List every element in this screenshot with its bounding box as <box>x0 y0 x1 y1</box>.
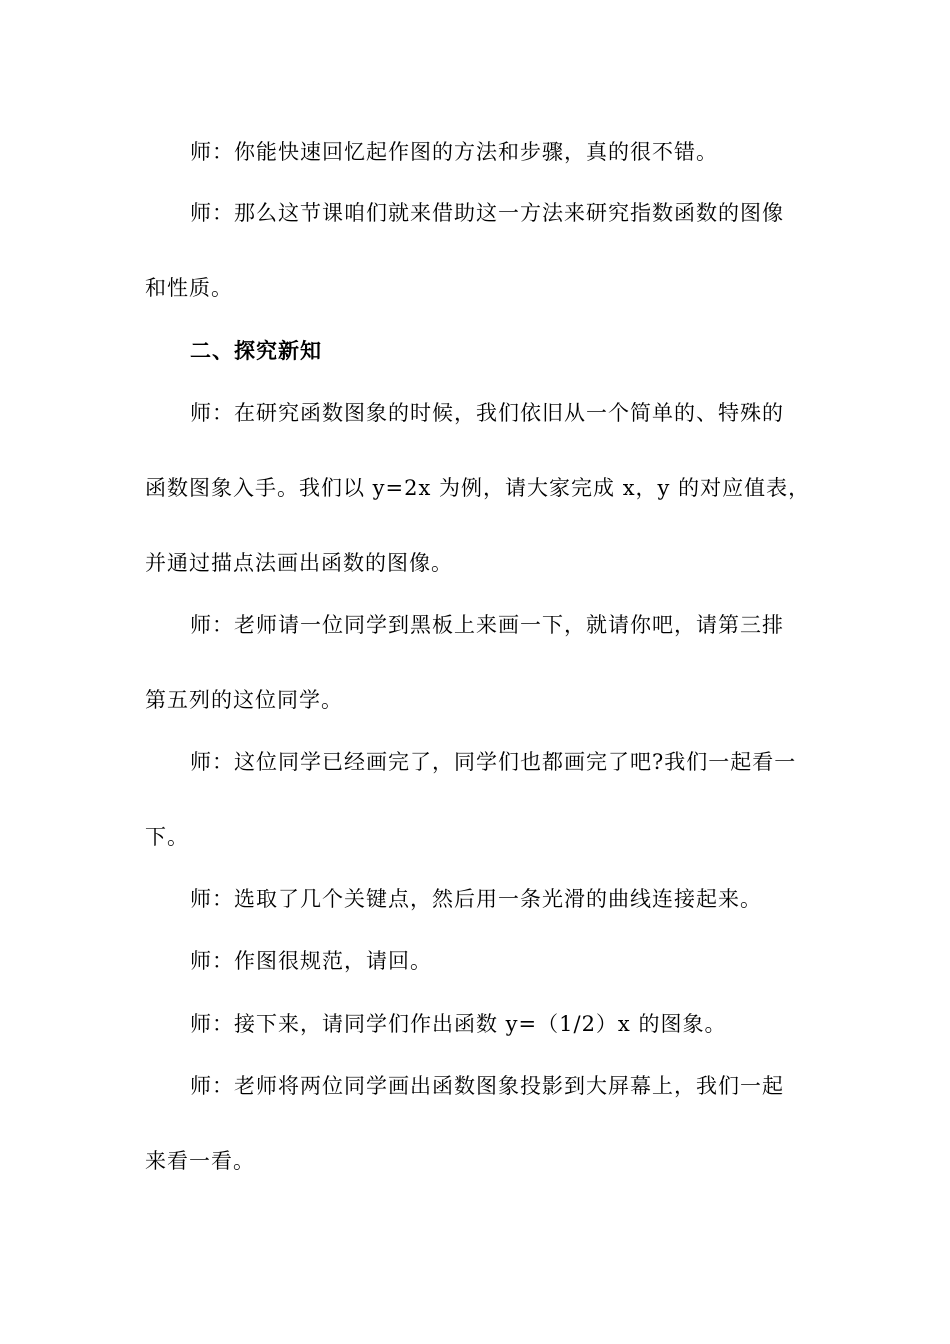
paragraph-line: 师：你能快速回忆起作图的方法和步骤，真的很不错。 <box>190 140 718 164</box>
paragraph-line: 师：作图很规范，请回。 <box>190 949 432 973</box>
paragraph-line: 来看一看。 <box>145 1149 255 1173</box>
paragraph-line: 函数图象入手。我们以 y=2x 为例，请大家完成 x，y 的对应值表， <box>145 476 811 500</box>
paragraph-line: 师：老师请一位同学到黑板上来画一下，就请你吧，请第三排 <box>190 613 784 637</box>
paragraph-line: 下。 <box>145 825 189 849</box>
paragraph-line: 师：老师将两位同学画出函数图象投影到大屏幕上，我们一起 <box>190 1074 784 1098</box>
paragraph-line: 师：选取了几个关键点，然后用一条光滑的曲线连接起来。 <box>190 887 762 911</box>
paragraph-line: 并通过描点法画出函数的图像。 <box>145 551 453 575</box>
paragraph-line: 师：这位同学已经画完了，同学们也都画完了吧?我们一起看一 <box>190 750 797 774</box>
section-heading: 二、探究新知 <box>190 338 322 363</box>
paragraph-line: 师：在研究函数图象的时候，我们依旧从一个简单的、特殊的 <box>190 401 784 425</box>
paragraph-line: 第五列的这位同学。 <box>145 688 343 712</box>
paragraph-line: 师：接下来，请同学们作出函数 y=（1/2）x 的图象。 <box>190 1012 727 1036</box>
paragraph-line: 师：那么这节课咱们就来借助这一方法来研究指数函数的图像 <box>190 201 784 225</box>
paragraph-line: 和性质。 <box>145 276 233 300</box>
